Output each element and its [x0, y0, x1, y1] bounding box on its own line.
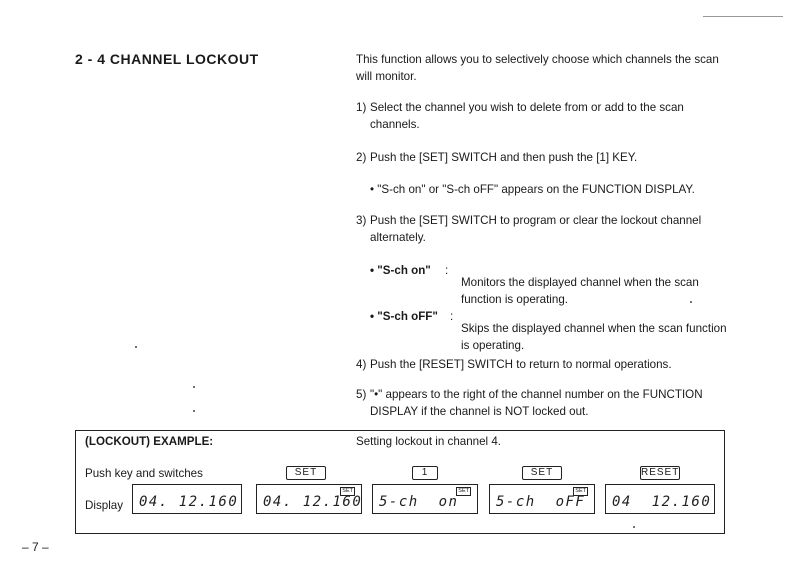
lcd-readout: 5-ch oFF — [496, 494, 586, 510]
definition-separator: : — [450, 310, 454, 323]
step-4-number: 4) — [356, 358, 367, 371]
definition-term-s-ch-off: • "S-ch oFF" — [370, 310, 438, 323]
lcd-readout: 04. 12.160 — [263, 494, 363, 510]
step-4-text: Push the [RESET] SWITCH to return to normal operations. — [370, 358, 672, 371]
step-1-number: 1) — [356, 101, 367, 114]
lcd-set-indicator: SET — [458, 488, 469, 494]
lcd-set-indicator: SET — [342, 488, 353, 494]
keys-row-label: Push key and switches — [85, 467, 203, 480]
lcd-display — [372, 484, 478, 514]
scan-speck — [193, 410, 195, 412]
page-number: – 7 – — [22, 540, 49, 554]
scan-speck — [193, 386, 195, 388]
set-key: SET — [286, 466, 326, 480]
definition-separator: : — [445, 264, 449, 277]
step-2-number: 2) — [356, 151, 367, 164]
step-3-text: Push the [SET] SWITCH to program or clear the lockout channel alternately. — [370, 214, 702, 244]
lcd-display — [489, 484, 595, 514]
lcd-display — [256, 484, 362, 514]
definition-text-s-ch-off: Skips the displayed channel when the scan function is operating. — [461, 321, 727, 352]
definition-term-s-ch-on: • "S-ch on" — [370, 264, 431, 277]
lcd-display — [132, 484, 242, 514]
step-2-note: • "S-ch on" or "S-ch oFF" appears on the FUNCTION DISPLAY. — [370, 183, 695, 196]
lcd-set-indicator: SET — [575, 488, 586, 494]
example-caption: Setting lockout in channel 4. — [356, 435, 502, 448]
top-edge-rule — [703, 16, 783, 17]
example-title: (LOCKOUT) EXAMPLE: — [85, 435, 214, 448]
scan-speck — [135, 346, 137, 348]
scan-speck — [690, 301, 692, 303]
lcd-display — [605, 484, 715, 514]
scan-speck — [633, 526, 635, 528]
section-title: 2 - 4 CHANNEL LOCKOUT — [75, 51, 259, 67]
step-5-text: "•" appears to the right of the channel number on the FUNCTION DISPLAY if the channel is NOT locked out. — [370, 388, 703, 418]
lcd-readout: 04 12.160 — [612, 494, 712, 510]
lcd-readout: 04. 12.160 — [139, 494, 239, 510]
intro-paragraph: This function allows you to selectively choose which channels the scan will monitor. — [356, 53, 719, 83]
reset-key: RESET — [641, 467, 680, 478]
one-key: 1 — [412, 466, 438, 480]
display-row-label: Display — [85, 499, 124, 512]
definition-text-s-ch-on: Monitors the displayed channel when the scan function is operating. — [461, 275, 699, 306]
set-key: SET — [522, 466, 562, 480]
step-2-text: Push the [SET] SWITCH and then push the [1] KEY. — [370, 151, 638, 164]
step-5-number: 5) — [356, 388, 367, 401]
step-1-text: Select the channel you wish to delete from or add to the scan channels. — [370, 101, 684, 131]
step-3-number: 3) — [356, 214, 367, 227]
lcd-readout: 5-ch on — [379, 494, 459, 510]
